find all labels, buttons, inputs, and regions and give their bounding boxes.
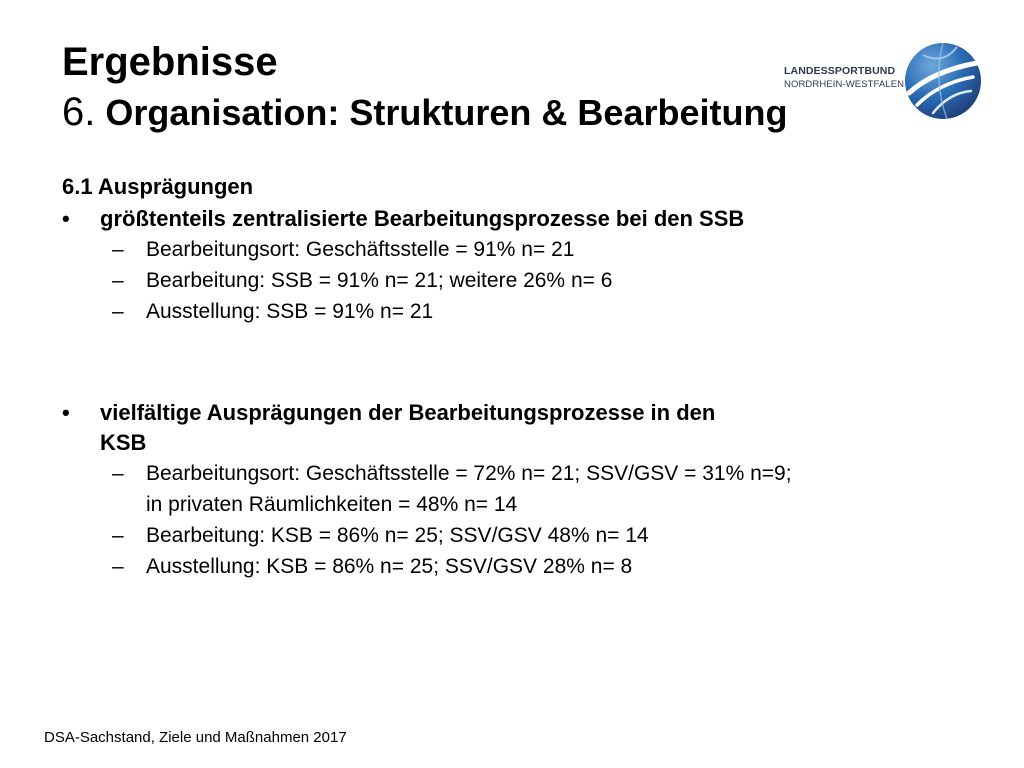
bullet-block-2 — [62, 398, 792, 582]
logo-line-1: LANDESSPORTBUND — [784, 65, 896, 77]
sub-item — [62, 296, 744, 327]
globe-logo-icon — [903, 41, 983, 121]
logo-wordmark — [784, 64, 905, 92]
subtitle-text: Organisation: Strukturen & Bearbeitung — [105, 92, 788, 133]
sub-item-text: Bearbeitung: KSB = 86% n= 25; SSV/GSV 48% n= 14 — [146, 524, 649, 547]
bullet-item — [62, 204, 744, 234]
dash-marker: – — [112, 524, 124, 547]
dash-marker: – — [112, 555, 124, 578]
dash-marker: – — [112, 462, 124, 485]
dash-marker: – — [112, 269, 124, 292]
subtitle-number: 6. — [62, 90, 96, 134]
sub-item-text: Bearbeitungsort: Geschäftsstelle = 72% n= 21; SSV/GSV = 31% n=9; — [146, 462, 792, 485]
bullet-marker: • — [62, 400, 70, 425]
sub-item — [62, 520, 792, 551]
dash-marker: – — [112, 238, 124, 261]
sub-item-text: Ausstellung: SSB = 91% n= 21 — [146, 300, 434, 323]
slide-title: Ergebnisse — [62, 40, 278, 84]
bullet-text-cont: KSB — [100, 430, 147, 455]
bullet-text: größtenteils zentralisierte Bearbeitungsprozesse bei den SSB — [100, 206, 745, 231]
sub-item-text: Bearbeitungsort: Geschäftsstelle = 91% n= 21 — [146, 238, 575, 261]
sub-item-text-cont: in privaten Räumlichkeiten = 48% n= 14 — [146, 493, 518, 516]
slide-footer: DSA-Sachstand, Ziele und Maßnahmen 2017 — [44, 729, 347, 746]
dash-marker: – — [112, 300, 124, 323]
bullet-marker: • — [62, 206, 70, 231]
bullet-text: vielfältige Ausprägungen der Bearbeitungsprozesse in den — [100, 400, 716, 425]
section-heading: 6.1 Ausprägungen — [62, 174, 254, 199]
logo-line-2: NORDRHEIN-WESTFALEN — [784, 79, 905, 90]
bullet-block-1 — [62, 204, 744, 327]
bullet-item — [62, 398, 792, 458]
sub-item-text: Ausstellung: KSB = 86% n= 25; SSV/GSV 28% n= 8 — [146, 555, 633, 578]
sub-item — [62, 458, 792, 520]
sub-item — [62, 265, 744, 296]
sub-item-text: Bearbeitung: SSB = 91% n= 21; weitere 26% n= 6 — [146, 269, 613, 292]
slide-subtitle — [62, 88, 787, 137]
sub-item — [62, 234, 744, 265]
sub-item — [62, 551, 792, 582]
